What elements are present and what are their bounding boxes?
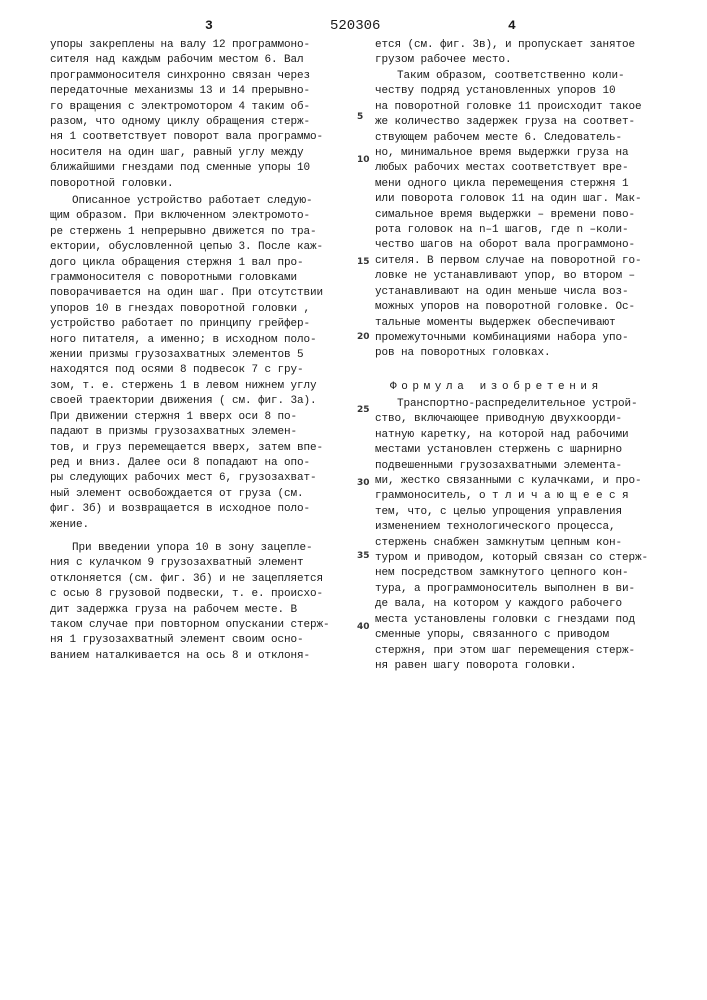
text-line: го вращения с электромотором 4 таким об- xyxy=(50,100,323,115)
patent-number: 520306 xyxy=(330,18,380,34)
text-line: честву подряд установленных упоров 10 xyxy=(375,84,642,99)
text-line: поворотной головки. xyxy=(50,177,323,192)
text-line: Описанное устройство работает следую- xyxy=(50,194,323,209)
text-line: Транспортно-распределительное устрой- xyxy=(375,397,648,412)
text-line: ванием наталкивается на ось 8 и отклоня- xyxy=(50,649,330,664)
text-line: При движении стержня 1 вверх оси 8 по- xyxy=(50,410,323,425)
left-paragraph-3 xyxy=(50,541,330,664)
text-line: ре стержень 1 непрерывно движется по тра- xyxy=(50,225,323,240)
text-line: стержня, при этом шаг перемещения стерж- xyxy=(375,644,648,659)
text-line: При введении упора 10 в зону зацепле- xyxy=(50,541,330,556)
text-line: тура, а программоноситель выполнен в ви- xyxy=(375,582,648,597)
text-line: ектории, обусловленной цепью 3. После каж- xyxy=(50,240,323,255)
line-number: 30 xyxy=(357,478,370,488)
text-line: с осью 8 грузовой подвески, т. е. происхо- xyxy=(50,587,330,602)
text-line: сителя. В первом случае на поворотной го- xyxy=(375,254,642,269)
text-line: места установлены головки с гнездами под xyxy=(375,613,648,628)
text-line: граммоносителя с поворотными головками xyxy=(50,271,323,286)
text-line: сителя над каждым рабочим местом 6. Вал xyxy=(50,53,323,68)
text-line: ня 1 грузозахватный элемент своим осно- xyxy=(50,633,330,648)
line-number: 35 xyxy=(357,551,370,561)
text-line: программоносителя синхронно связан через xyxy=(50,69,323,84)
text-line: грузом рабочее место. xyxy=(375,53,635,68)
text-line: местами установлен стержень с шарнирно xyxy=(375,443,648,458)
text-line: дит задержка груза на рабочем месте. В xyxy=(50,603,330,618)
text-line: жении призмы грузозахватных элементов 5 xyxy=(50,348,323,363)
text-line: находятся под осями 8 подвесок 7 с гру- xyxy=(50,363,323,378)
text-line: устройство работает по принципу грейфер- xyxy=(50,317,323,332)
page-number-right: 4 xyxy=(508,18,516,33)
text-line: ствующем рабочем месте 6. Следователь- xyxy=(375,131,642,146)
text-line: устанавливают на один меньше числа воз- xyxy=(375,285,642,300)
right-paragraph-2 xyxy=(375,69,642,362)
text-line: любых рабочих местах соответствует вре- xyxy=(375,161,642,176)
left-paragraph-2 xyxy=(50,194,323,533)
text-line: отклоняется (см. фиг. 3б) и не зацепляется xyxy=(50,572,330,587)
text-line: зом, т. е. стержень 1 в левом нижнем углу xyxy=(50,379,323,394)
text-line: падают в призмы грузозахватных элемен- xyxy=(50,425,323,440)
left-paragraph-1 xyxy=(50,38,323,192)
text-line: но, минимальное время выдержки груза на xyxy=(375,146,642,161)
text-line: поворачивается на один шаг. При отсутствии xyxy=(50,286,323,301)
text-line: натную каретку, на которой над рабочими xyxy=(375,428,648,443)
text-line: ров на поворотных головках. xyxy=(375,346,642,361)
text-line: можных упоров на поворотной головке. Ос- xyxy=(375,300,642,315)
text-line: ется (см. фиг. 3в), и пропускает занятое xyxy=(375,38,635,53)
text-line: ред и вниз. Далее оси 8 попадают на опо- xyxy=(50,456,323,471)
line-number: 20 xyxy=(357,332,370,342)
text-line: подвешенными грузозахватными элемента- xyxy=(375,459,648,474)
claims-title: Формула изобретения xyxy=(390,381,603,393)
text-line: чество шагов на оборот вала программоно- xyxy=(375,238,642,253)
text-line: упоры закреплены на валу 12 программоно- xyxy=(50,38,323,53)
text-line: или поворота головок 11 на один шаг. Мак- xyxy=(375,192,642,207)
text-line: тем, что, с целью упрощения управления xyxy=(375,505,648,520)
text-line: дого цикла обращения стержня 1 вал про- xyxy=(50,256,323,271)
line-number: 40 xyxy=(357,622,370,632)
text-line: Таким образом, соответственно коли- xyxy=(375,69,642,84)
line-number: 25 xyxy=(357,405,370,415)
text-line: щим образом. При включенном электромото- xyxy=(50,209,323,224)
text-line: жение. xyxy=(50,518,323,533)
claims-paragraph xyxy=(375,397,648,674)
text-line: ня 1 соответствует поворот вала программо- xyxy=(50,130,323,145)
line-number: 10 xyxy=(357,155,370,165)
text-line: ловке не устанавливают упор, во втором – xyxy=(375,269,642,284)
line-number: 5 xyxy=(357,112,363,122)
text-line: ния с кулачком 9 грузозахватный элемент xyxy=(50,556,330,571)
text-line: нем посредством замкнутого цепного кон- xyxy=(375,566,648,581)
text-line: промежуточными комбинациями набора упо- xyxy=(375,331,642,346)
text-line: сменные упоры, связанного с приводом xyxy=(375,628,648,643)
text-line: ный элемент освобождается от груза (см. xyxy=(50,487,323,502)
text-line: таком случае при повторном опускании стерж- xyxy=(50,618,330,633)
text-line: передаточные механизмы 13 и 14 прерывно- xyxy=(50,84,323,99)
text-line: своей траектории движения ( см. фиг. 3а). xyxy=(50,394,323,409)
text-line: ство, включающее приводную двухкоорди- xyxy=(375,412,648,427)
text-line: же количество задержек груза на соответ- xyxy=(375,115,642,130)
text-line: рота головок на n–1 шагов, где n –коли- xyxy=(375,223,642,238)
text-line: на поворотной головке 11 происходит такое xyxy=(375,100,642,115)
text-line: ми, жестко связанными с кулачками, и про- xyxy=(375,474,648,489)
text-line: фиг. 3б) и возвращается в исходное поло- xyxy=(50,502,323,517)
text-line: граммоноситель, о т л и ч а ю щ е е с я xyxy=(375,489,648,504)
text-line: тов, и груз перемещается вверх, затем впе- xyxy=(50,441,323,456)
text-line: ближайшими гнездами под сменные упоры 10 xyxy=(50,161,323,176)
text-line: де вала, на котором у каждого рабочего xyxy=(375,597,648,612)
text-line: симальное время выдержки – времени пово- xyxy=(375,208,642,223)
text-line: ры следующих рабочих мест 6, грузозахват- xyxy=(50,471,323,486)
text-line: упоров 10 в гнездах поворотной головки , xyxy=(50,302,323,317)
right-paragraph-1 xyxy=(375,38,635,69)
text-line: изменением технологического процесса, xyxy=(375,520,648,535)
text-line: мени одного цикла перемещения стержня 1 xyxy=(375,177,642,192)
page-number-left: 3 xyxy=(205,18,213,33)
text-line: ня равен шагу поворота головки. xyxy=(375,659,648,674)
line-number: 15 xyxy=(357,257,370,267)
text-line: ного питателя, а именно; в исходном поло- xyxy=(50,333,323,348)
text-line: туром и приводом, который связан со стерж- xyxy=(375,551,648,566)
text-line: стержень снабжен замкнутым цепным кон- xyxy=(375,536,648,551)
text-line: тальные моменты выдержек обеспечивают xyxy=(375,316,642,331)
text-line: носителя на один шаг, равный углу между xyxy=(50,146,323,161)
text-line: разом, что одному циклу обращения стерж- xyxy=(50,115,323,130)
